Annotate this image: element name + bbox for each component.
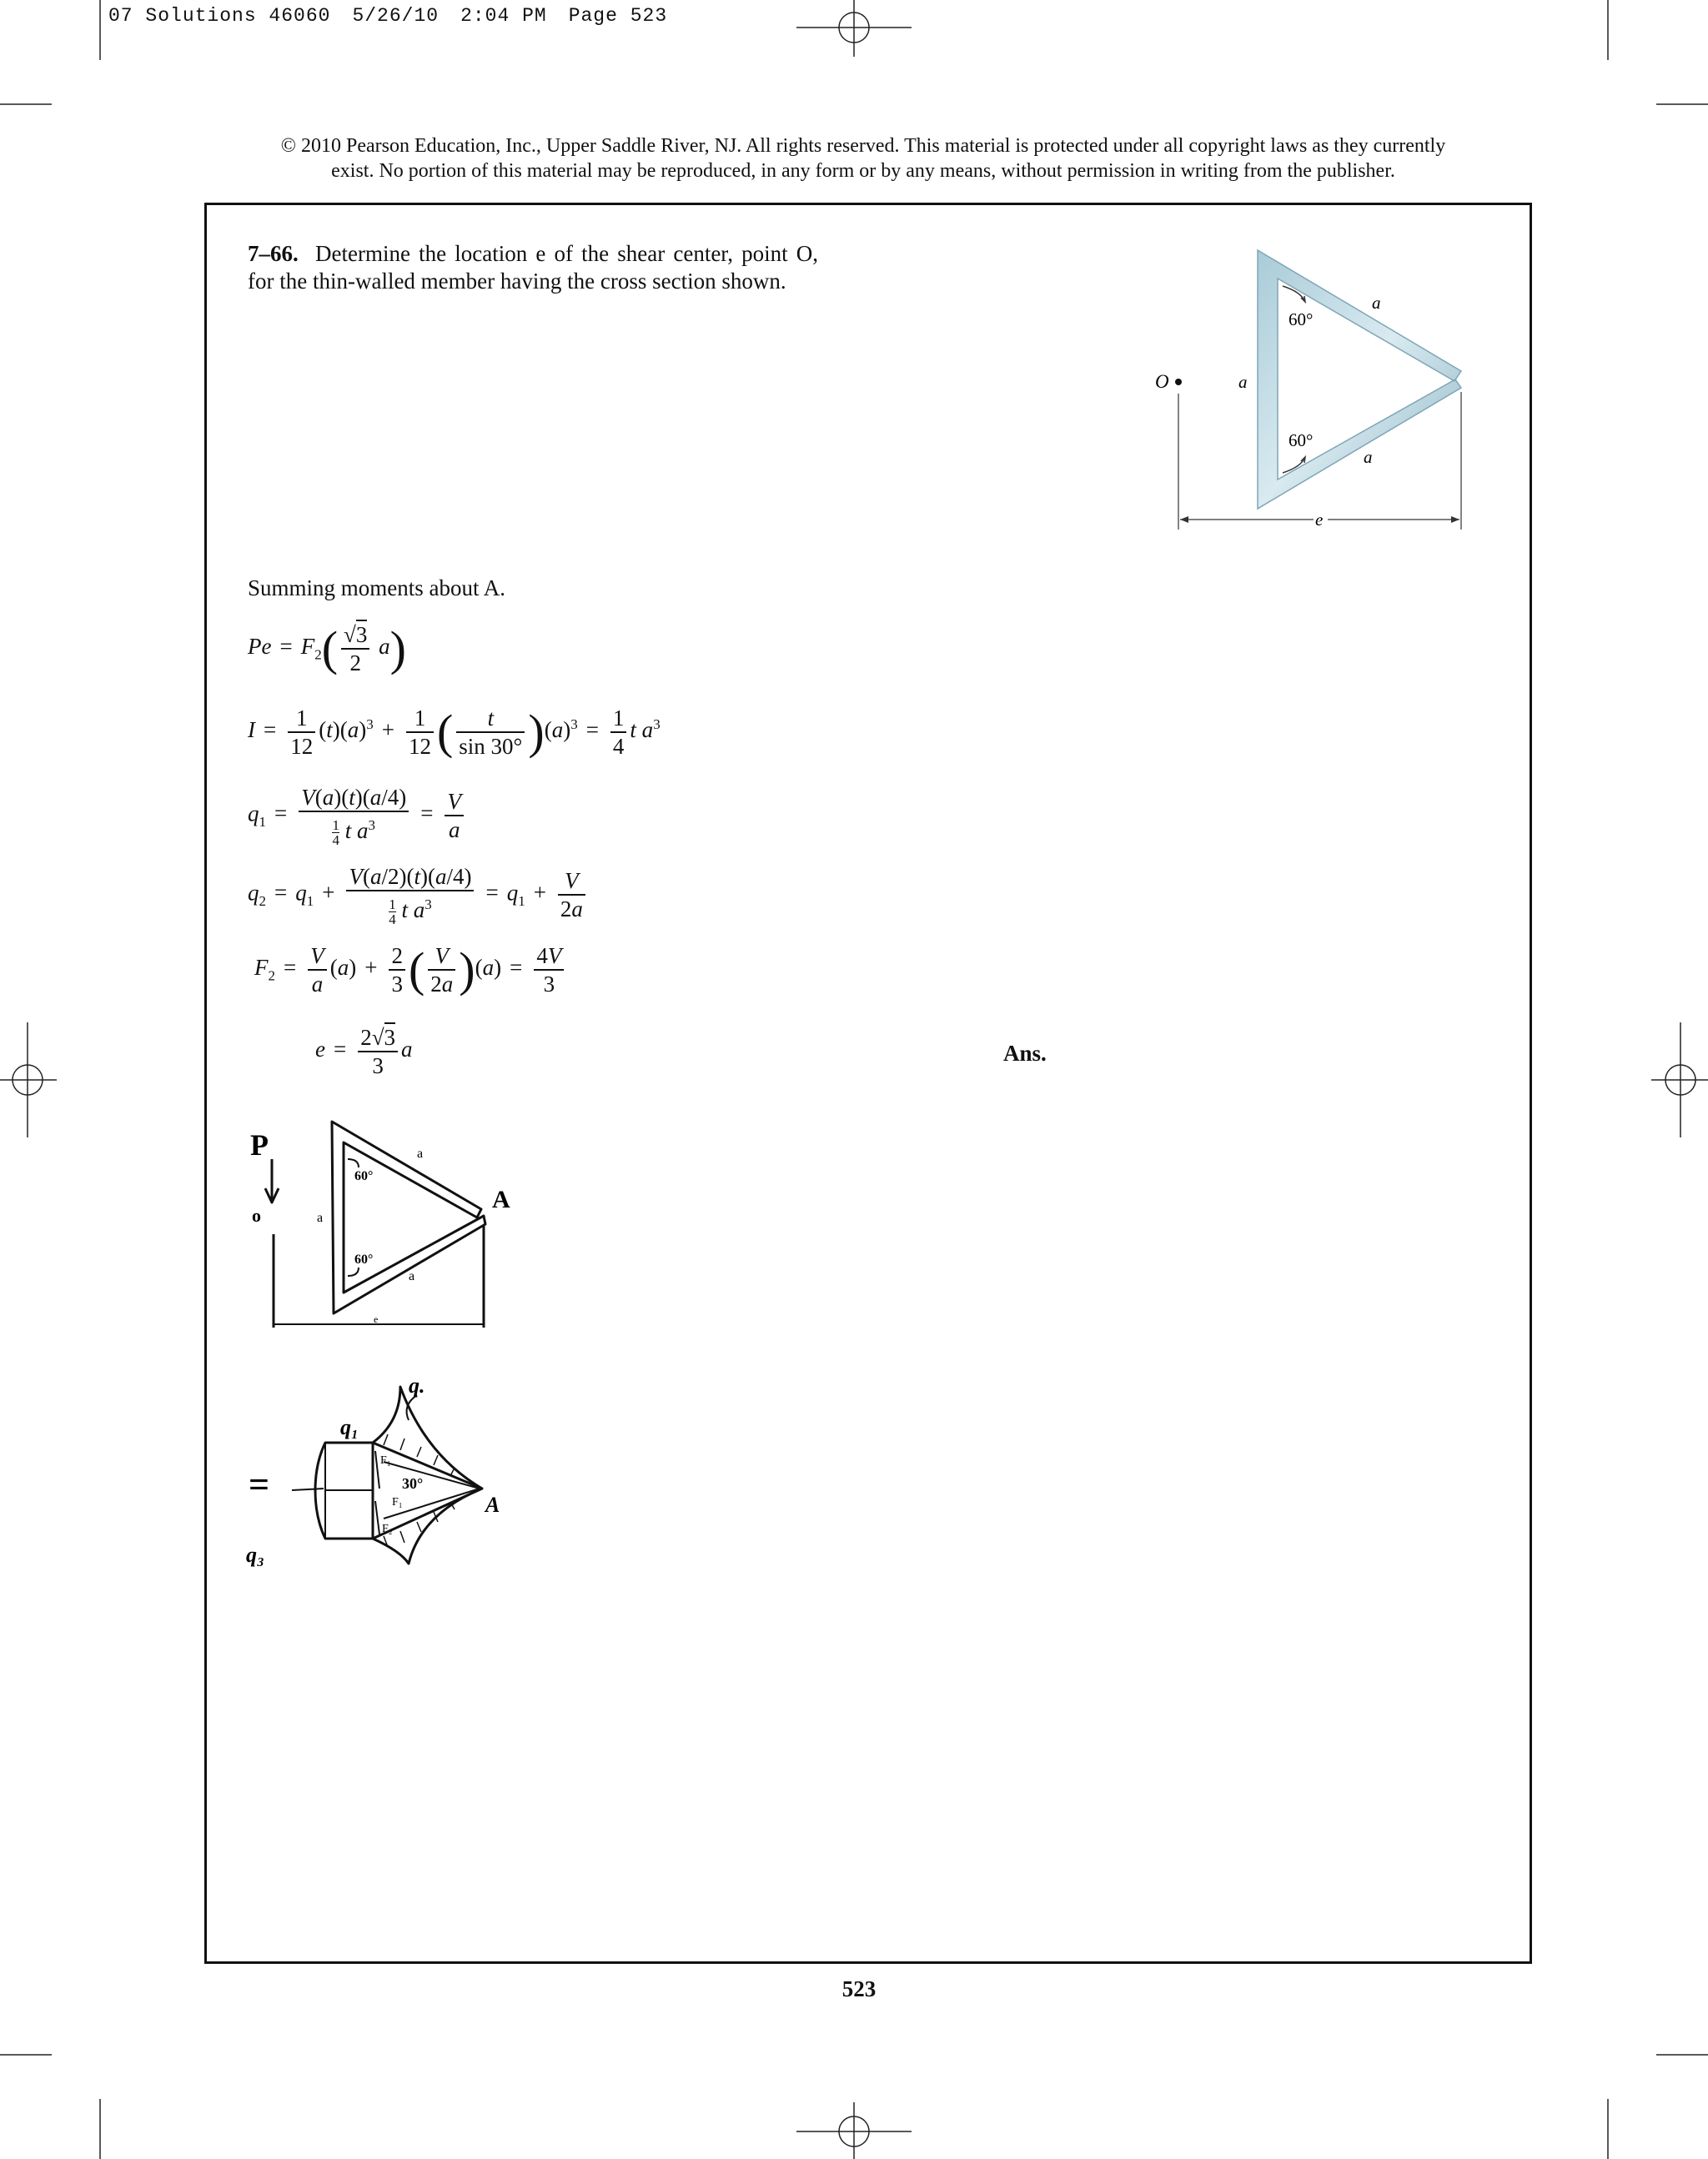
slug-page: Page 523 (568, 5, 668, 27)
angle-top-label: 60° (1289, 309, 1314, 329)
side-a-left-label: a (1238, 372, 1248, 392)
sketch1-angle-bottom: 60° (354, 1253, 374, 1267)
problem-text: Determine the location e of the shear center, point O, for the thin-walled member having the cross section shown. (248, 241, 818, 294)
hand-sketch-shear-flow (242, 1372, 542, 1576)
point-O-label: O (1155, 371, 1169, 392)
sketch1-A-label: A (492, 1186, 510, 1213)
sketch1-o-label: o (252, 1205, 261, 1226)
sketch1-a-side-top: a (417, 1147, 424, 1161)
solution-intro: Summing moments about A. (248, 575, 506, 600)
copyright-notice (217, 133, 1510, 183)
side-a-bottom-label: a (1364, 447, 1373, 467)
slug-time: 2:04 PM (460, 5, 547, 27)
sketch2-equals: = (249, 1464, 270, 1505)
side-a-top-label: a (1372, 293, 1381, 313)
point-O-dot (1175, 379, 1182, 385)
sketch2-q-label: q. (409, 1373, 425, 1398)
equation-q2: $q_2 = q_1$ + V(a/2)(t)(a/4) $\frac{1}{4}$ t $a^3$ = $q_1$ + $\frac{V}{2a}$ (248, 863, 589, 926)
sketch1-angle-top: 60° (354, 1169, 374, 1183)
sketch1-a-side-left: a (317, 1211, 324, 1225)
equation-q1: $q_1$ = V(a)(t)(a/4) $\frac{1}{4}$ t $a^3$ = $\frac{V}{a}$ (248, 784, 467, 847)
sketch2-angle-label: 30° (402, 1475, 424, 1492)
sketch2-q3-label: q₃ (246, 1543, 265, 1567)
dimension-e-label: e (1315, 510, 1324, 530)
sketch2-A-label: A (485, 1493, 500, 1517)
sketch1-e-label: e (374, 1313, 379, 1325)
slug-date: 5/26/10 (352, 5, 440, 27)
equation-e-result: e = $\frac{2√3}{3}$ a (315, 1024, 413, 1079)
sketch2-F2-label: F₂ (382, 1523, 393, 1535)
triangle-wall (1258, 250, 1461, 509)
slug-file: 07 Solutions 46060 (108, 5, 331, 27)
problem-statement (248, 240, 818, 295)
copyright-line-1: © 2010 Pearson Education, Inc., Upper Saddle River, NJ. All rights reserved. This material is protected under all copyright laws as they currently (280, 135, 1446, 157)
hand-sketch-section (242, 1109, 525, 1343)
answer-label: Ans. (1003, 1041, 1047, 1066)
problem-number: 7–66. (248, 241, 299, 266)
equation-F2: $F_2$ = $\frac{V}{a}$ (a) + $\frac{2}{3}$ ( $\frac{V}{2a}$ )(a) = $\frac{4V}{3}$ (254, 942, 567, 997)
angle-bottom-label: 60° (1289, 430, 1314, 450)
cross-section-figure (1143, 242, 1476, 542)
sketch2-F1-mid: F₁ (392, 1496, 403, 1509)
equation-moment: $Pe = F_2$( $\frac{√3}{2}$ a) (248, 621, 406, 675)
sketch1-P-label: P (250, 1128, 269, 1162)
sketch1-a-side-bottom: a (409, 1269, 415, 1283)
page-number: 523 (841, 1976, 877, 2001)
sketch2-q1-label: q₁ (340, 1415, 359, 1439)
copyright-line-2: exist. No portion of this material may be reproduced, in any form or by any means, without permission in writing from the publisher. (331, 160, 1395, 182)
equation-moment-of-inertia: I = $\frac{1}{12}$ $(t)(a)^3$ + $\frac{1}{12}$ ( $\frac{t}{\sin 30^\circ}$ )$(a)^3$ = $\frac{1}{4}$ t $a^3$ (248, 705, 661, 759)
sketch2-F1-top: F₁ (380, 1454, 391, 1467)
